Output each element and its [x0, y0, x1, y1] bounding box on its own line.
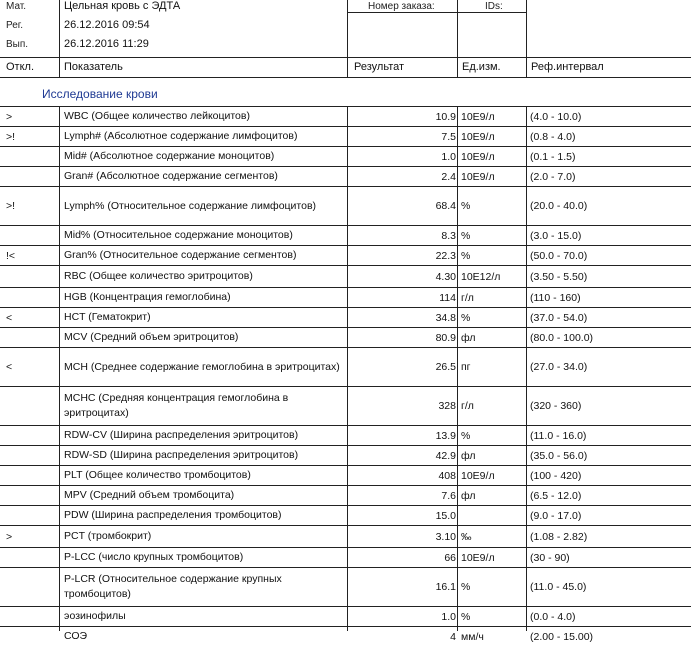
table-row	[0, 567, 691, 606]
table-row	[0, 106, 691, 126]
indicator-name: Mid# (Абсолютное содержание моноцитов)	[64, 150, 275, 162]
table-row	[0, 327, 691, 347]
unit-cell: %	[461, 200, 471, 212]
unit-cell: мм/ч	[461, 630, 484, 643]
reference-interval: (0.0 - 4.0)	[530, 610, 576, 623]
table-row	[0, 485, 691, 505]
result-value: 408	[438, 469, 456, 482]
reference-interval: (6.5 - 12.0)	[530, 489, 582, 502]
indicator-name: Lymph# (Абсолютное содержание лимфоцитов)	[64, 130, 298, 142]
table-row	[0, 626, 691, 646]
unit-cell: 10Е12/л	[461, 270, 501, 283]
result-value: 4	[450, 630, 456, 643]
result-value: 80.9	[435, 331, 456, 344]
registration-label: Рег.	[6, 20, 23, 31]
table-row	[0, 347, 691, 386]
flag-cell	[6, 288, 56, 307]
reference-interval: (11.0 - 45.0)	[530, 581, 587, 593]
result-value: 328	[438, 400, 456, 412]
table-row	[0, 225, 691, 245]
flag-cell	[6, 167, 56, 186]
result-value: 7.6	[441, 489, 456, 502]
flag-cell: !<	[6, 249, 16, 262]
result-value: 68.4	[435, 200, 456, 212]
indicator-name: MCH (Среднее содержание гемоглобина в эритроцитах)	[64, 360, 340, 373]
table-row	[0, 166, 691, 186]
section-title: Исследование крови	[42, 87, 158, 101]
indicator-name: WBC (Общее количество лейкоцитов)	[64, 110, 250, 122]
unit-cell: г/л	[461, 291, 474, 304]
indicator-name: P-LCR (Относительное содержание крупных тромбоцитов)	[64, 573, 282, 600]
flag-cell: <	[6, 361, 13, 373]
reference-interval: (2.0 - 7.0)	[530, 170, 576, 183]
registration-date: 26.12.2016 09:54	[64, 19, 150, 31]
order-number-label: Номер заказа:	[368, 1, 435, 12]
indicator-name: RDW-SD (Ширина распределения эритроцитов)	[64, 449, 299, 461]
indicator-name: MPV (Средний объем тромбоцита)	[64, 489, 235, 501]
flag-cell	[6, 426, 56, 445]
unit-cell: 10Е9/л	[461, 150, 495, 163]
reference-interval: (110 - 160)	[530, 291, 581, 304]
unit-cell: %	[461, 249, 471, 262]
reference-interval: (3.50 - 5.50)	[530, 270, 588, 283]
result-value: 3.10	[435, 530, 456, 543]
reference-interval: (9.0 - 17.0)	[530, 509, 582, 522]
result-value: 26.5	[435, 361, 456, 373]
flag-cell	[6, 548, 56, 567]
material-label: Мат.	[6, 1, 27, 12]
table-row	[0, 465, 691, 485]
flag-cell	[6, 627, 56, 646]
indicator-name: Gran# (Абсолютное содержание сегментов)	[64, 170, 278, 182]
reference-interval: (37.0 - 54.0)	[530, 311, 588, 324]
unit-cell: 10Е9/л	[461, 551, 495, 564]
result-value: 114	[439, 291, 456, 304]
result-value: 8.3	[441, 229, 456, 242]
indicator-name: эозинофилы	[64, 610, 126, 622]
reference-interval: (320 - 360)	[530, 400, 582, 412]
reference-interval: (1.08 - 2.82)	[530, 530, 588, 543]
flag-cell	[6, 506, 56, 525]
unit-cell: пг	[461, 361, 471, 373]
reference-interval: (30 - 90)	[530, 551, 570, 564]
col-flag: Откл.	[6, 61, 35, 73]
result-value: 10.9	[435, 110, 456, 123]
flag-cell	[6, 466, 56, 485]
unit-cell: фл	[461, 449, 476, 462]
table-row	[0, 186, 691, 225]
flag-cell	[6, 387, 56, 425]
unit-cell: 10Е9/л	[461, 130, 495, 143]
table-row	[0, 146, 691, 166]
table-row	[0, 547, 691, 567]
table-row	[0, 386, 691, 425]
indicator-name: PDW (Ширина распределения тромбоцитов)	[64, 509, 282, 521]
indicator-name: СОЭ	[64, 630, 88, 642]
flag-cell: >!	[6, 200, 16, 212]
indicator-name: Mid% (Относительное содержание моноцитов)	[64, 229, 293, 241]
flag-cell	[6, 607, 56, 626]
reference-interval: (80.0 - 100.0)	[530, 331, 594, 344]
reference-interval: (20.0 - 40.0)	[530, 200, 588, 212]
results-table	[0, 106, 691, 646]
reference-interval: (27.0 - 34.0)	[530, 361, 588, 373]
flag-cell	[6, 446, 56, 465]
unit-cell: ‰	[461, 530, 472, 543]
grid-line	[0, 77, 691, 78]
table-row	[0, 265, 691, 287]
result-value: 7.5	[441, 130, 456, 143]
unit-cell: 10Е9/л	[461, 469, 495, 482]
unit-cell: фл	[461, 331, 476, 344]
indicator-name: PCT (тромбокрит)	[64, 530, 152, 542]
table-row	[0, 606, 691, 626]
result-value: 42.9	[435, 449, 456, 462]
unit-cell: 10Е9/л	[461, 110, 495, 123]
column-header-row	[0, 58, 691, 77]
reference-interval: (11.0 - 16.0)	[530, 429, 587, 442]
indicator-name: RBC (Общее количество эритроцитов)	[64, 270, 253, 282]
result-value: 16.1	[435, 581, 456, 593]
result-value: 1.0	[441, 150, 456, 163]
header-divider	[348, 12, 526, 13]
result-value: 4.30	[435, 270, 456, 283]
indicator-name: P-LCC (число крупных тромбоцитов)	[64, 551, 244, 563]
unit-cell: 10Е9/л	[461, 170, 495, 183]
reference-interval: (4.0 - 10.0)	[530, 110, 582, 123]
flag-cell	[6, 266, 56, 287]
table-row	[0, 445, 691, 465]
table-row	[0, 245, 691, 265]
ids-label: IDs:	[485, 1, 503, 12]
result-value: 66	[444, 551, 456, 564]
flag-cell	[6, 486, 56, 505]
table-row	[0, 505, 691, 525]
reference-interval: (35.0 - 56.0)	[530, 449, 588, 462]
unit-cell	[461, 506, 523, 525]
reference-interval: (3.0 - 15.0)	[530, 229, 582, 242]
reference-interval: (2.00 - 15.00)	[530, 630, 594, 643]
indicator-name: HGB (Концентрация гемоглобина)	[64, 291, 231, 303]
flag-cell	[6, 568, 56, 606]
flag-cell	[6, 328, 56, 347]
report-header	[0, 0, 691, 57]
col-unit: Ед.изм.	[462, 61, 501, 73]
indicator-name: MCV (Средний объем эритроцитов)	[64, 331, 239, 343]
indicator-name: HCT (Гематокрит)	[64, 311, 151, 323]
result-value: 15.0	[435, 509, 456, 522]
unit-cell: г/л	[461, 400, 474, 412]
result-value: 34.8	[435, 311, 456, 324]
indicator-name: RDW-CV (Ширина распределения эритроцитов)	[64, 429, 299, 441]
unit-cell: %	[461, 229, 471, 242]
unit-cell: %	[461, 311, 471, 324]
flag-cell	[6, 147, 56, 166]
flag-cell: >!	[6, 130, 16, 143]
table-row	[0, 307, 691, 327]
table-row	[0, 425, 691, 445]
flag-cell: <	[6, 311, 13, 324]
unit-cell: %	[461, 581, 471, 593]
result-value: 22.3	[435, 249, 456, 262]
reference-interval: (0.1 - 1.5)	[530, 150, 576, 163]
unit-cell: %	[461, 429, 471, 442]
unit-cell: фл	[461, 489, 476, 502]
completed-date: 26.12.2016 11:29	[64, 38, 149, 50]
col-name: Показатель	[64, 61, 123, 73]
table-row	[0, 525, 691, 547]
reference-interval: (50.0 - 70.0)	[530, 249, 588, 262]
reference-interval: (100 - 420)	[530, 469, 582, 482]
indicator-name: Lymph% (Относительное содержание лимфоцитов)	[64, 199, 317, 212]
indicator-name: MCHC (Средняя концентрация гемоглобина в эритроцитах)	[64, 392, 289, 419]
result-value: 13.9	[435, 429, 456, 442]
completed-label: Вып.	[6, 39, 29, 50]
result-value: 2.4	[441, 170, 456, 183]
flag-cell	[6, 226, 56, 245]
table-row	[0, 126, 691, 146]
col-result: Результат	[354, 61, 405, 73]
flag-cell: >	[6, 530, 13, 543]
table-row	[0, 287, 691, 307]
indicator-name: PLT (Общее количество тромбоцитов)	[64, 469, 251, 481]
indicator-name: Gran% (Относительное содержание сегментов)	[64, 249, 297, 261]
unit-cell: %	[461, 610, 471, 623]
col-ref: Реф.интервал	[531, 61, 604, 73]
material-value: Цельная кровь с ЭДТА	[64, 0, 181, 12]
flag-cell: >	[6, 110, 13, 123]
result-value: 1.0	[441, 610, 456, 623]
reference-interval: (0.8 - 4.0)	[530, 130, 576, 143]
